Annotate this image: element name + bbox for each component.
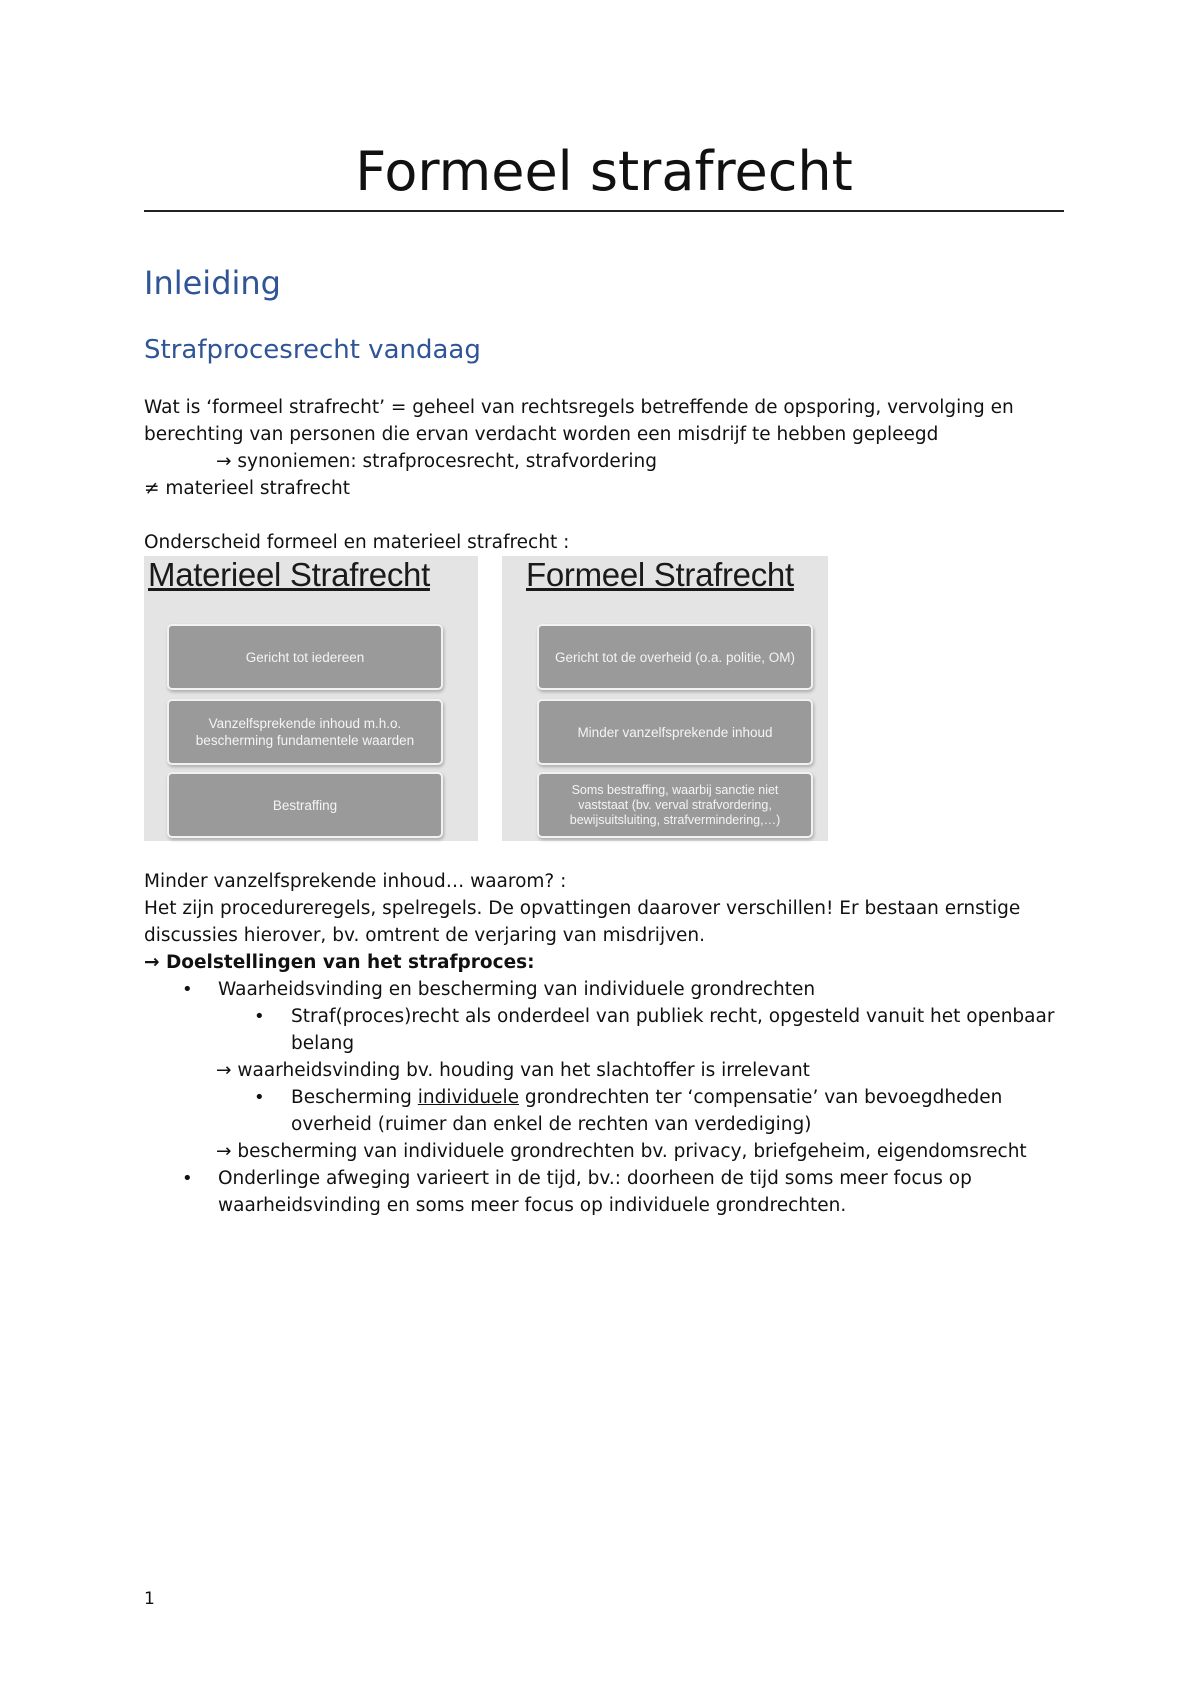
title-rule (144, 210, 1064, 212)
diagram-left-title: Materieel Strafrecht (148, 556, 430, 593)
bullet-1b-line-2: overheid (ruimer dan enkel de rechten van verdediging) (291, 1114, 812, 1135)
diagram-right-box-2: Minder vanzelfsprekende inhoud (537, 699, 813, 765)
intro-contrast: ≠ materieel strafrecht (144, 478, 350, 499)
diagram-caption: Onderscheid formeel en materieel strafrecht : (144, 532, 570, 553)
bullet-dot: • (254, 1087, 265, 1108)
heading-inleiding: Inleiding (144, 264, 281, 302)
diagram-right-title: Formeel Strafrecht (526, 556, 794, 593)
bullet-1a-line-2: belang (291, 1033, 355, 1054)
goals-heading: → Doelstellingen van het strafproces: (144, 952, 535, 973)
intro-synonyms: → synoniemen: strafprocesrecht, strafvordering (216, 451, 658, 472)
arrow-line-1: → waarheidsvinding bv. houding van het slachtoffer is irrelevant (216, 1060, 810, 1081)
diagram-right-box-3: Soms bestraffing, waarbij sanctie niet vaststaat (bv. verval strafvordering, bewijsuitsluiting, strafvermindering,…) (537, 772, 813, 838)
bullet-1a-line-1: Straf(proces)recht als onderdeel van publiek recht, opgesteld vanuit het openbaar (291, 1006, 1055, 1027)
bullet-2-line-1: Onderlinge afweging varieert in de tijd, bv.: doorheen de tijd soms meer focus op (218, 1168, 972, 1189)
bullet-1: Waarheidsvinding en bescherming van individuele grondrechten (218, 979, 816, 1000)
diagram-left-box-1: Gericht tot iedereen (167, 624, 443, 690)
body-paragraph-line-1: Het zijn procedureregels, spelregels. De opvattingen daarover verschillen! Er bestaan ernstige (144, 898, 1021, 919)
page-title: Formeel strafrecht (355, 140, 853, 203)
bullet-1b-line-1: Bescherming individuele grondrechten ter ‘compensatie’ van bevoegdheden (291, 1087, 1003, 1108)
diagram-left-box-2: Vanzelfsprekende inhoud m.h.o. bescherming fundamentele waarden (167, 699, 443, 765)
body-question: Minder vanzelfsprekende inhoud… waarom? : (144, 871, 567, 892)
arrow-line-2: → bescherming van individuele grondrechten bv. privacy, briefgeheim, eigendomsrecht (216, 1141, 1027, 1162)
bullet-dot: • (254, 1006, 265, 1027)
diagram-right-box-1: Gericht tot de overheid (o.a. politie, OM) (537, 624, 813, 690)
intro-line-1: Wat is ‘formeel strafrecht’ = geheel van rechtsregels betreffende de opsporing, vervolging en (144, 397, 1014, 418)
bullet-dot: • (182, 1168, 193, 1189)
heading-strafprocesrecht: Strafprocesrecht vandaag (144, 335, 481, 365)
intro-line-2: berechting van personen die ervan verdacht worden een misdrijf te hebben gepleegd (144, 424, 939, 445)
diagram-left-box-3: Bestraffing (167, 772, 443, 838)
bullet-dot: • (182, 979, 193, 1000)
bullet-2-line-2: waarheidsvinding en soms meer focus op individuele grondrechten. (218, 1195, 847, 1216)
body-paragraph-line-2: discussies hierover, bv. omtrent de verjaring van misdrijven. (144, 925, 706, 946)
page-number: 1 (144, 1589, 155, 1609)
